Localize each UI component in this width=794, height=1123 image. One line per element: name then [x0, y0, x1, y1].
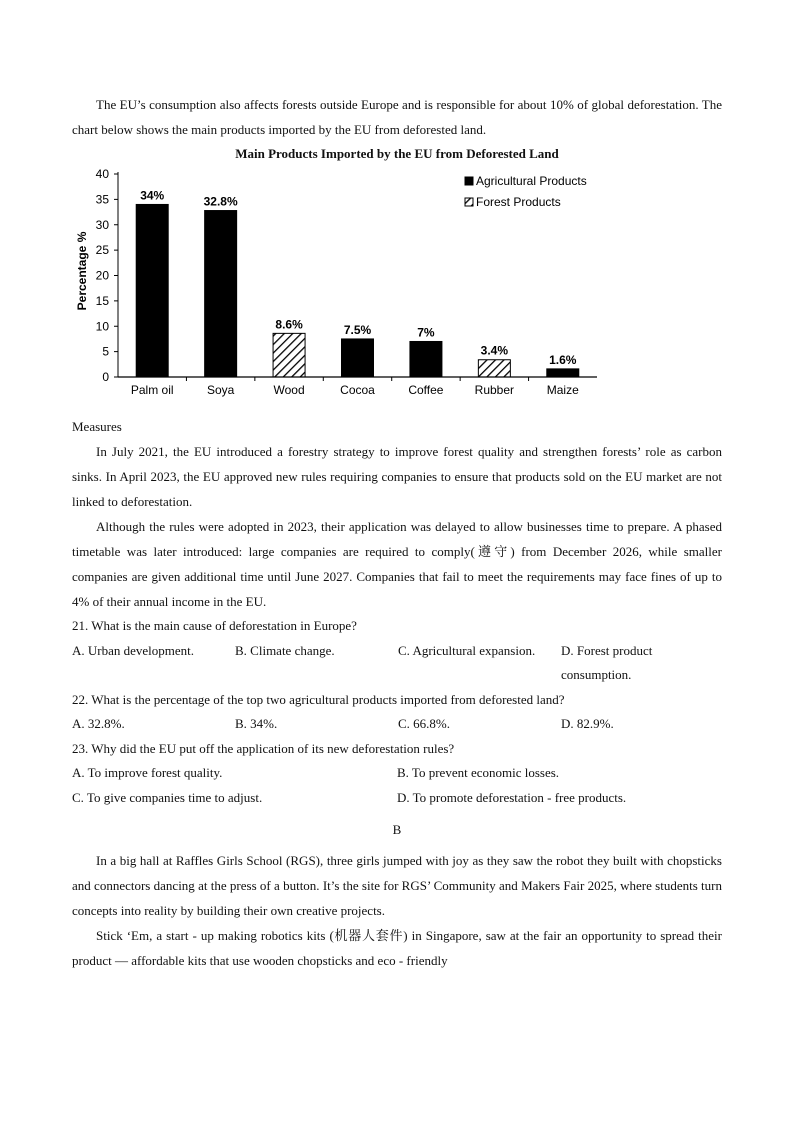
question-21-option-a[interactable]: A. Urban development.	[72, 642, 195, 658]
y-tick-label: 35	[95, 192, 109, 207]
question-21-option-c[interactable]: C. Agricultural expansion.	[398, 642, 536, 658]
question-21-options	[72, 639, 722, 688]
y-tick-label: 15	[95, 293, 109, 308]
bar-value-label: 32.8%	[203, 194, 238, 209]
bar-value-label: 7.5%	[343, 322, 372, 337]
y-tick-label: 25	[95, 243, 109, 258]
legend-label: Forest Products	[476, 195, 561, 209]
bars	[136, 188, 579, 377]
intro-paragraph: The EU’s consumption also affects forests outside Europe and is responsible for about 10% of global deforestation. The chart below shows the main products imported by the EU from deforested land.	[72, 97, 722, 137]
question-23-option-a[interactable]: A. To improve forest quality.	[72, 765, 223, 780]
question-23-option-d[interactable]: D. To promote deforestation - free products.	[397, 789, 627, 805]
bar-value-label: 7%	[417, 325, 435, 340]
question-23-stem: 23. Why did the EU put off the application of its new deforestation rules?	[72, 740, 455, 756]
y-tick-label: 5	[102, 344, 109, 359]
question-21-stem: 21. What is the main cause of deforestation in Europe?	[72, 618, 357, 633]
legend-swatch	[465, 198, 473, 206]
measures-heading: Measures	[72, 419, 122, 434]
x-axis	[118, 377, 597, 397]
chart-svg	[72, 163, 722, 415]
measures-paragraph-1: In July 2021, the EU introduced a forestry strategy to improve forest quality and strengthen forests’ role as carbon sinks. In April 2023, the EU approved new rules requiring companies to ensure that products sold on the EU market are not linked to deforestation.	[72, 444, 722, 509]
bar-value-label: 34%	[140, 188, 165, 203]
bar	[342, 339, 374, 377]
x-tick-label: Palm oil	[130, 383, 174, 397]
y-tick-label: 0	[102, 370, 109, 384]
x-tick-label: Maize	[546, 383, 579, 397]
question-23-option-b[interactable]: B. To prevent economic losses.	[397, 765, 560, 780]
bar-group-coffee	[410, 325, 442, 377]
bar-value-label: 1.6%	[549, 352, 577, 367]
y-tick-label: 10	[95, 319, 109, 334]
y-axis	[96, 167, 118, 384]
question-22-option-b[interactable]: B. 34%.	[235, 716, 278, 731]
question-21-option-d[interactable]: D. Forest product consumption.	[561, 642, 653, 682]
measures-paragraph-2: Although the rules were adopted in 2023, their application was delayed to allow businesses time to prepare. A phased timetable was later introduced: large companies are required to comply(遵守) from December 2026, while smaller companies are given additional time until June 2027. Companies that fail to meet the requirements may face fines of up to 4% of their annual income in the EU.	[72, 519, 722, 609]
y-tick-label: 40	[95, 167, 109, 181]
legend-swatch	[465, 177, 473, 185]
bar	[205, 211, 237, 377]
chart-title: Main Products Imported by the EU from Deforested Land	[235, 146, 559, 161]
question-22-option-a[interactable]: A. 32.8%.	[72, 716, 125, 731]
bar	[547, 369, 579, 377]
question-22-options	[72, 712, 722, 737]
bar-group-palm-oil	[136, 188, 168, 377]
x-tick-label: Rubber	[474, 383, 515, 397]
section-b-paragraph-1: In a big hall at Raffles Girls School (RGS), three girls jumped with joy as they saw the robot they built with chopsticks and connectors dancing at the press of a button. It’s the site for RGS’ Community and Makers Fair 2025, where students turn concepts into reality by building their own creative projects.	[72, 853, 722, 918]
question-22-stem: 22. What is the percentage of the top two agricultural products imported from deforested land?	[72, 691, 565, 707]
exam-page	[72, 92, 722, 973]
bar-chart	[72, 145, 722, 415]
question-23-option-c[interactable]: C. To give companies time to adjust.	[72, 789, 263, 805]
y-axis-label: Percentage %	[75, 231, 89, 311]
question-22-option-c[interactable]: C. 66.8%.	[398, 716, 450, 731]
question-21-option-b[interactable]: B. Climate change.	[235, 642, 335, 658]
bar	[478, 360, 510, 377]
question-23-options	[72, 761, 722, 810]
x-tick-label: Soya	[206, 383, 235, 397]
y-tick-label: 20	[95, 268, 109, 283]
bar-group-wood	[273, 317, 305, 377]
bar-group-cocoa	[342, 323, 374, 377]
bar-group-maize	[547, 353, 579, 377]
x-tick-label: Cocoa	[340, 383, 375, 397]
bar	[136, 204, 168, 377]
bar-group-rubber	[478, 344, 510, 377]
bar	[410, 341, 442, 377]
section-b-label: B	[392, 822, 402, 837]
legend-label: Agricultural Products	[476, 174, 587, 188]
chart-legend	[465, 174, 587, 209]
section-b-paragraph-2: Stick ‘Em, a start - up making robotics kits (机器人套件) in Singapore, saw at the fair an opportunity to spread their product — affordable kits that use wooden chopsticks and eco - friendly	[72, 928, 722, 968]
bar	[273, 333, 305, 377]
y-tick-label: 30	[95, 217, 109, 232]
question-22-option-d[interactable]: D. 82.9%.	[561, 716, 614, 731]
x-tick-label: Coffee	[408, 383, 444, 397]
bar-group-soya	[204, 195, 238, 377]
x-tick-label: Wood	[273, 383, 305, 397]
bar-value-label: 3.4%	[480, 343, 509, 358]
bar-value-label: 8.6%	[275, 317, 303, 332]
